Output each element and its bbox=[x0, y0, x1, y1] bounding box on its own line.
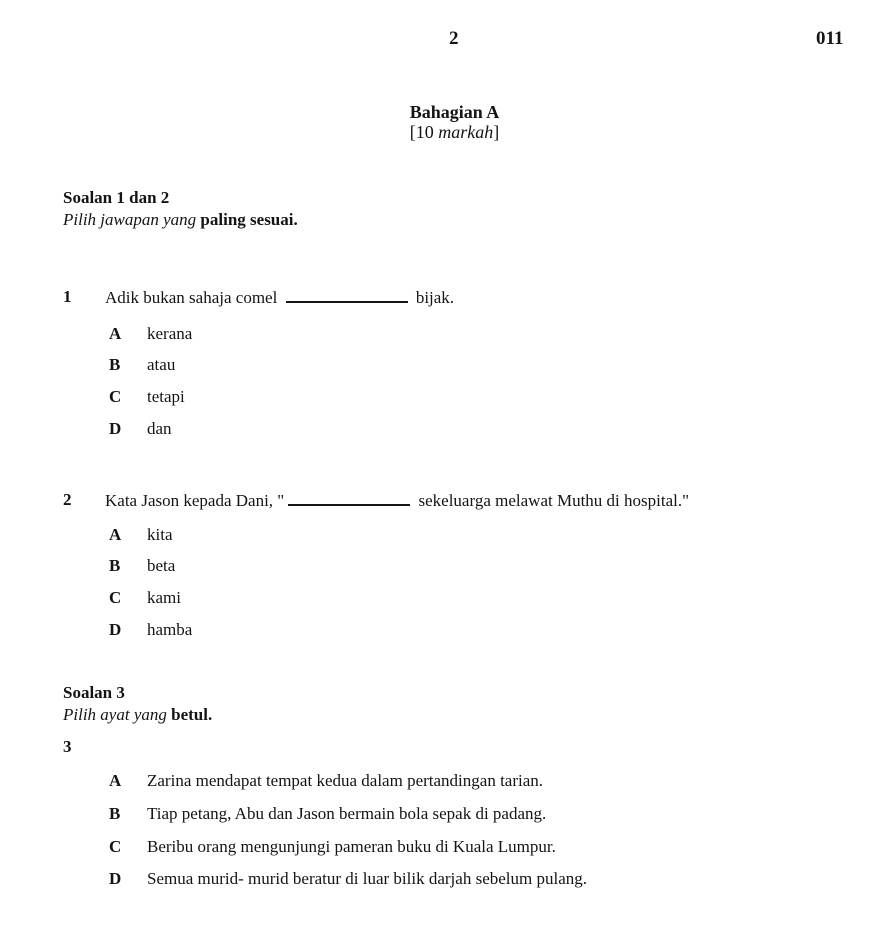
section-marks: [10 markah] bbox=[409, 122, 500, 142]
question-1-number: 1 bbox=[63, 287, 72, 306]
answer-blank bbox=[286, 287, 408, 303]
q1-option-b-letter: B bbox=[109, 355, 121, 374]
question-1-stem: Adik bukan sahaja comel bijak. bbox=[105, 288, 455, 307]
answer-blank bbox=[288, 490, 410, 506]
q2-option-a-text: kita bbox=[147, 525, 173, 544]
page-number: 2 bbox=[449, 28, 459, 49]
q2-option-d-text: hamba bbox=[147, 620, 193, 639]
q2-option-d-letter: D bbox=[109, 620, 122, 639]
q2-option-c-text: kami bbox=[147, 588, 181, 607]
q3-option-c-text: Beribu orang mengunjungi pameran buku di Kuala Lumpur. bbox=[147, 837, 556, 856]
q2-option-c-letter: C bbox=[109, 588, 122, 607]
q3-option-b-text: Tiap petang, Abu dan Jason bermain bola sepak di padang. bbox=[147, 804, 547, 823]
q1-option-c-text: tetapi bbox=[147, 387, 185, 406]
question-2-number: 2 bbox=[63, 490, 72, 509]
q2-option-b-text: beta bbox=[147, 556, 176, 575]
group2-heading: Soalan 3 bbox=[63, 683, 125, 702]
q1-option-c-letter: C bbox=[109, 387, 122, 406]
q1-option-a-text: kerana bbox=[147, 324, 193, 343]
q1-option-a-letter: A bbox=[109, 324, 122, 343]
question-3-number: 3 bbox=[63, 737, 72, 756]
q3-option-c-letter: C bbox=[109, 837, 122, 856]
q3-option-d-text: Semua murid- murid beratur di luar bilik darjah sebelum pulang. bbox=[147, 869, 587, 888]
q2-option-b-letter: B bbox=[109, 556, 121, 575]
q2-option-a-letter: A bbox=[109, 525, 122, 544]
question-2-stem: Kata Jason kepada Dani, " sekeluarga melawat Muthu di hospital." bbox=[105, 491, 690, 510]
group1-instruction: Pilih jawapan yang paling sesuai. bbox=[63, 210, 298, 229]
q1-option-b-text: atau bbox=[147, 355, 176, 374]
q1-option-d-text: dan bbox=[147, 419, 172, 438]
group1-heading: Soalan 1 dan 2 bbox=[63, 188, 170, 207]
paper-code: 011 bbox=[816, 28, 844, 49]
q3-option-b-letter: B bbox=[109, 804, 121, 823]
group2-instruction: Pilih ayat yang betul. bbox=[63, 705, 213, 724]
q3-option-d-letter: D bbox=[109, 869, 122, 888]
section-title: Bahagian A bbox=[409, 102, 500, 122]
q3-option-a-text: Zarina mendapat tempat kedua dalam pertandingan tarian. bbox=[147, 771, 544, 790]
q1-option-d-letter: D bbox=[109, 419, 122, 438]
q3-option-a-letter: A bbox=[109, 771, 122, 790]
